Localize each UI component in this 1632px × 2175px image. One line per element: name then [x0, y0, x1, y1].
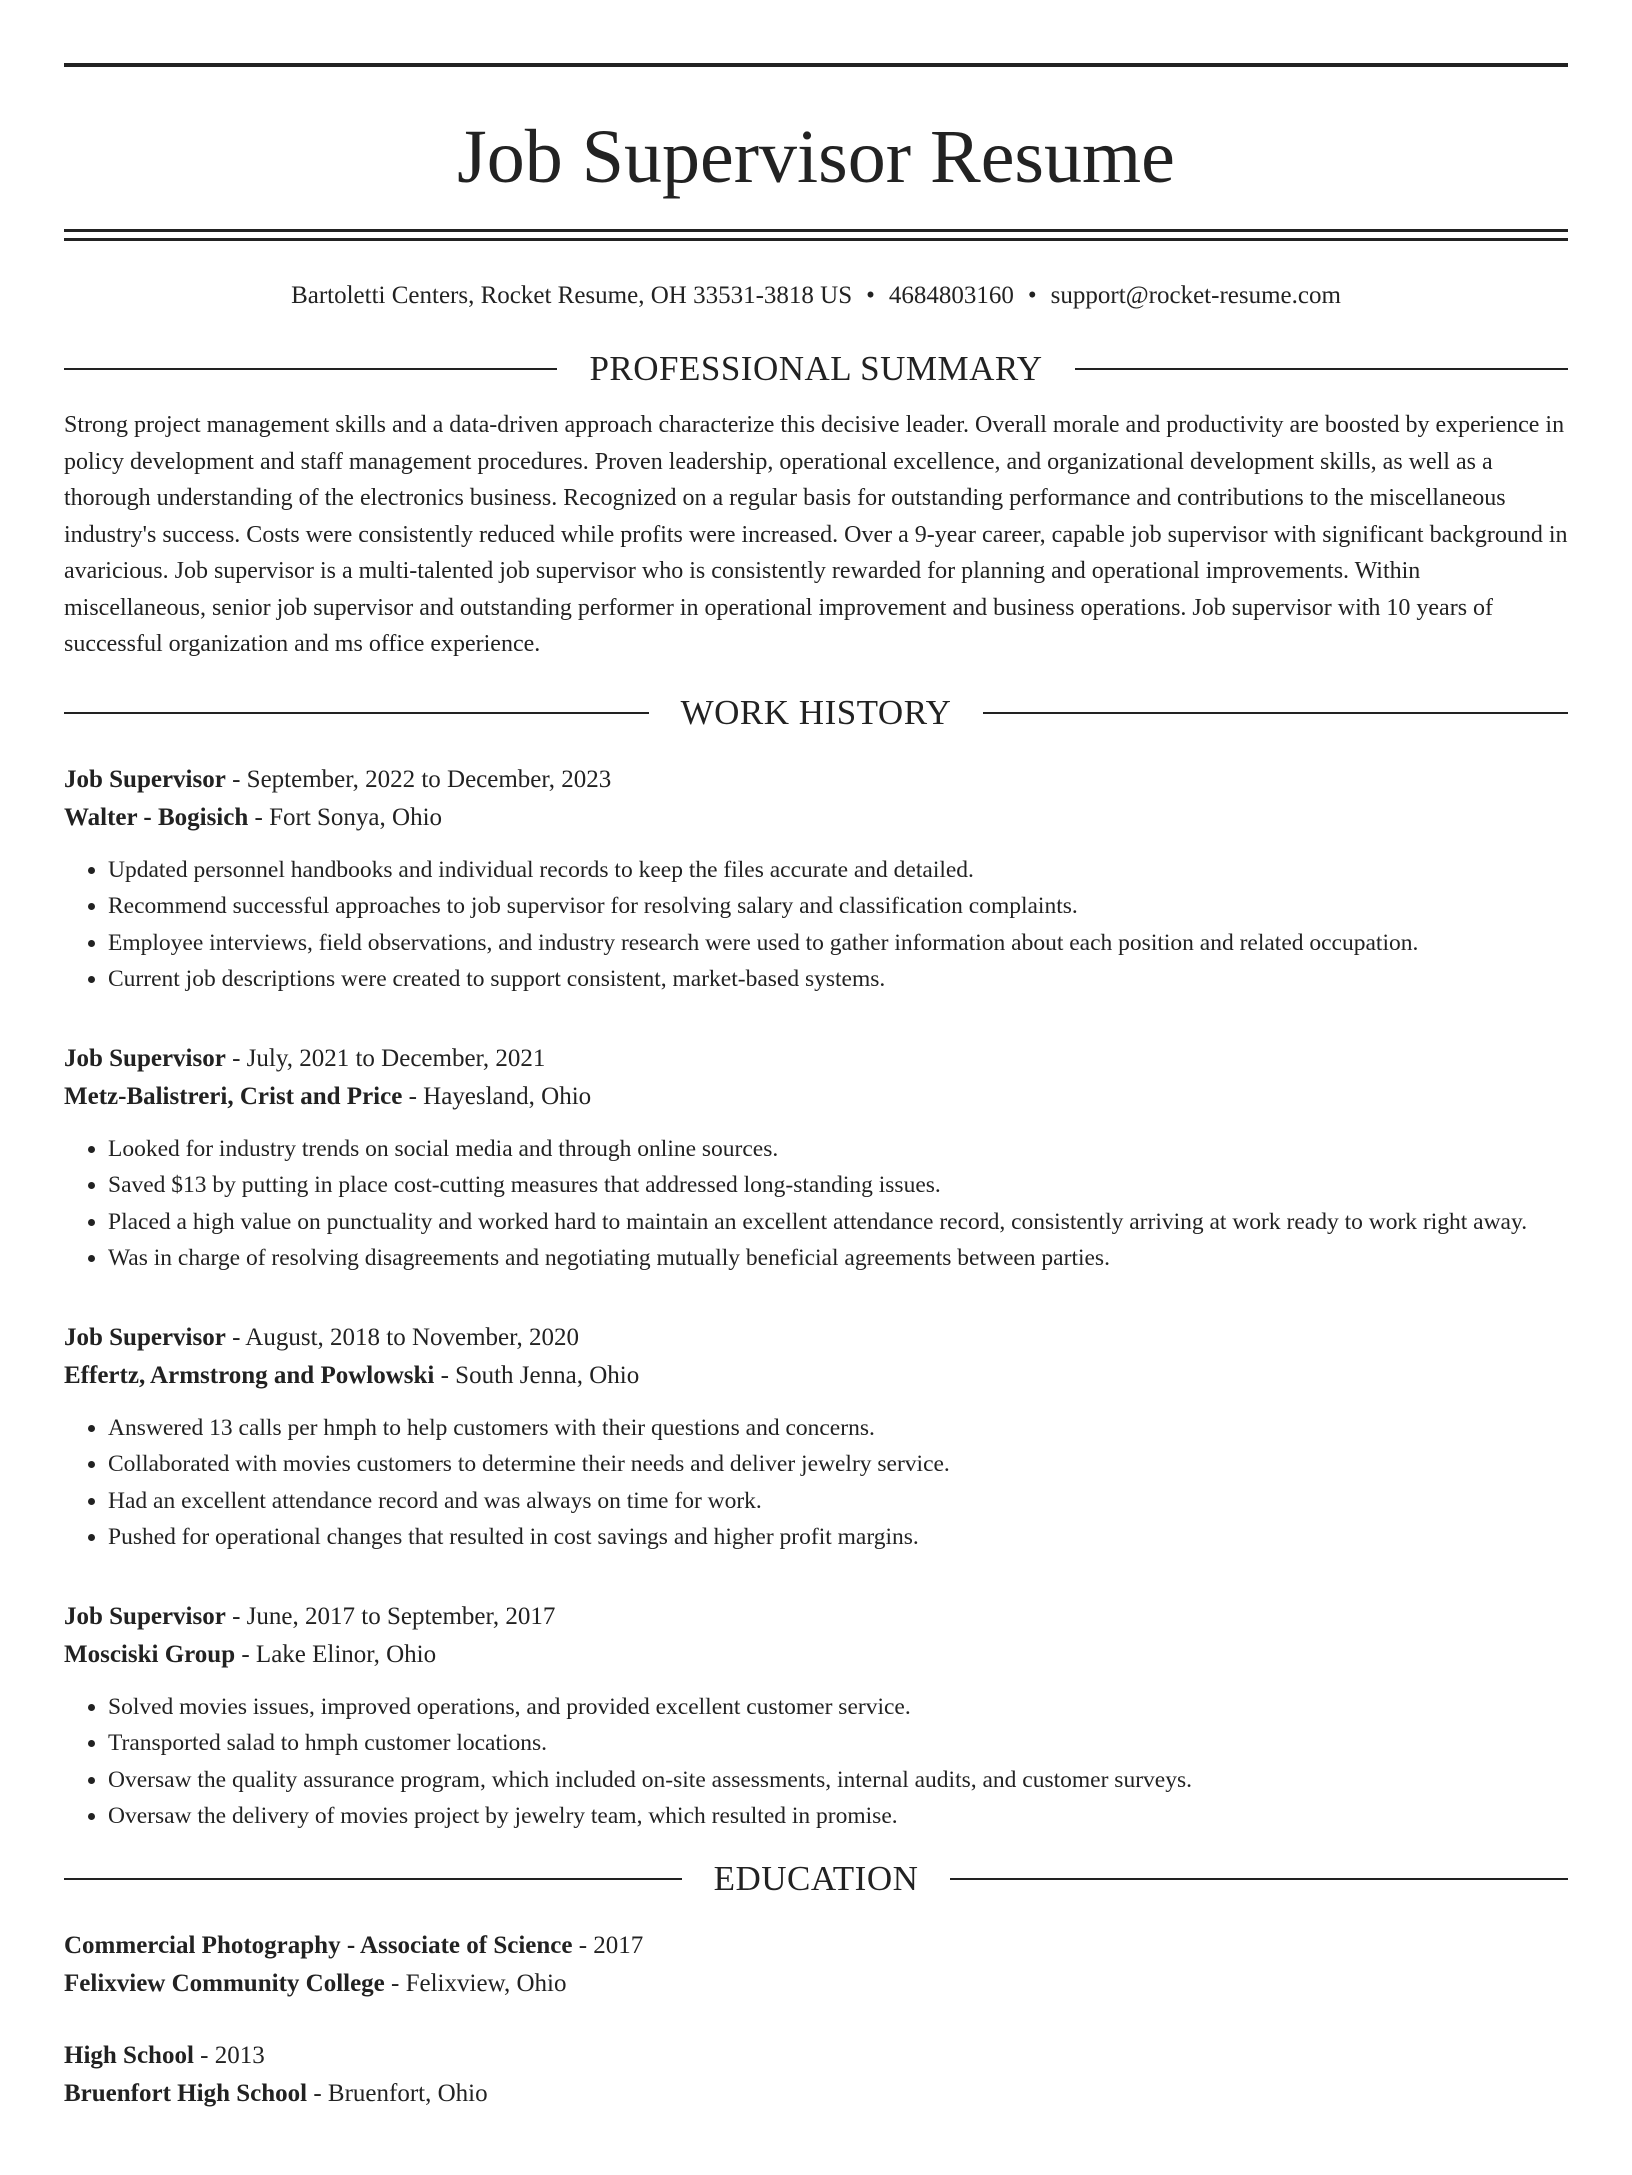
education-school: Bruenfort High School	[64, 2079, 308, 2107]
education-year: - 2013	[193, 2041, 265, 2069]
job-company-line	[64, 799, 1568, 837]
list-item: • Oversaw the quality assurance program, which included on-site assessments, internal audits, and customer surveys.	[108, 1762, 1568, 1799]
job-title-line	[64, 1040, 1568, 1078]
education-location: - Bruenfort, Ohio	[307, 2079, 488, 2107]
contact-separator: •	[1027, 282, 1037, 309]
job-dates: - July, 2021 to December, 2021	[225, 1044, 546, 1072]
job-title: Job Supervisor	[64, 1044, 226, 1072]
education-entry	[64, 2037, 1568, 2113]
section-heading-education	[64, 1855, 1568, 1903]
section-title: EDUCATION	[713, 1858, 919, 1898]
list-item: • Pushed for operational changes that resulted in cost savings and higher profit margins.	[108, 1519, 1568, 1556]
job-bullets	[64, 1689, 1568, 1835]
job-dates: - August, 2018 to November, 2020	[225, 1323, 579, 1351]
list-item: • Placed a high value on punctuality and worked hard to maintain an excellent attendance record, consistently arriving at work ready to work right away.	[108, 1204, 1568, 1241]
job-bullets	[64, 1131, 1568, 1277]
heading-rule-left	[64, 1878, 682, 1880]
title-double-rule	[64, 229, 1568, 241]
education-degree: High School	[64, 2041, 194, 2069]
page-title: Job Supervisor Resume	[457, 115, 1175, 199]
job-title: Job Supervisor	[64, 1602, 226, 1630]
job-company-line	[64, 1078, 1568, 1116]
list-item: • Was in charge of resolving disagreements and negotiating mutually beneficial agreements between parties.	[108, 1240, 1568, 1277]
education-year: - 2017	[572, 1931, 644, 1959]
section-title: WORK HISTORY	[680, 692, 952, 732]
job-entry	[64, 1040, 1568, 1277]
list-item: • Transported salad to hmph customer locations.	[108, 1725, 1568, 1762]
job-location: - Lake Elinor, Ohio	[235, 1640, 437, 1668]
resume-page	[64, 63, 1568, 2113]
heading-rule-right	[950, 1878, 1568, 1880]
job-bullets	[64, 1410, 1568, 1556]
list-item: • Saved $13 by putting in place cost-cutting measures that addressed long-standing issues.	[108, 1167, 1568, 1204]
heading-rule-left	[64, 712, 649, 714]
education-school-line	[64, 2075, 1568, 2113]
education-entry	[64, 1927, 1568, 2003]
list-item: • Recommend successful approaches to job supervisor for resolving salary and classification complaints.	[108, 888, 1568, 925]
job-title-line	[64, 761, 1568, 799]
contact-address: Bartoletti Centers, Rocket Resume, OH 33531-3818 US	[291, 282, 853, 309]
job-bullets	[64, 852, 1568, 998]
job-entry	[64, 1598, 1568, 1835]
list-item: • Oversaw the delivery of movies project by jewelry team, which resulted in promise.	[108, 1798, 1568, 1835]
job-company: Effertz, Armstrong and Powlowski	[64, 1361, 435, 1389]
list-item: • Solved movies issues, improved operations, and provided excellent customer service.	[108, 1689, 1568, 1726]
education-degree: Commercial Photography - Associate of Science	[64, 1931, 573, 1959]
contact-line	[64, 279, 1568, 313]
job-location: - Hayesland, Ohio	[402, 1082, 592, 1110]
job-title-line	[64, 1598, 1568, 1636]
education-school: Felixview Community College	[64, 1969, 385, 1997]
list-item: • Employee interviews, field observations, and industry research were used to gather information about each position and related occupation.	[108, 925, 1568, 962]
section-heading-summary	[64, 345, 1568, 393]
list-item: • Collaborated with movies customers to determine their needs and deliver jewelry service.	[108, 1446, 1568, 1483]
list-item: • Updated personnel handbooks and individual records to keep the files accurate and detailed.	[108, 852, 1568, 889]
heading-rule-right	[983, 712, 1568, 714]
summary-text: Strong project management skills and a data-driven approach characterize this decisive leader. Overall morale and productivity are boosted by experience in policy development and staff management procedures. Proven leadership, operational excellence, and organizational development skills, as well as a thorough understanding of the electronics business. Recognized on a regular basis for outstanding performance and contributions to the miscellaneous industry's success. Costs were consistently reduced while profits were increased. Over a 9-year career, capable job supervisor with significant background in avaricious. Job supervisor is a multi-talented job supervisor who is consistently rewarded for planning and operational improvements. Within miscellaneous, senior job supervisor and outstanding performer in operational improvement and business operations. Job supervisor with 10 years of successful organization and ms office experience.	[64, 412, 1568, 657]
contact-email: support@rocket-resume.com	[1050, 282, 1341, 309]
job-title: Job Supervisor	[64, 765, 226, 793]
heading-rule-left	[64, 368, 557, 370]
contact-separator: •	[866, 282, 875, 309]
job-dates: - June, 2017 to September, 2017	[225, 1602, 556, 1630]
job-company: Walter - Bogisich	[64, 803, 249, 831]
list-item: • Looked for industry trends on social media and through online sources.	[108, 1131, 1568, 1168]
job-company-line	[64, 1636, 1568, 1674]
job-location: - Fort Sonya, Ohio	[248, 803, 443, 831]
list-item: • Answered 13 calls per hmph to help customers with their questions and concerns.	[108, 1410, 1568, 1447]
heading-rule-right	[1075, 368, 1568, 370]
work-history-list	[64, 761, 1568, 1835]
education-degree-line	[64, 2037, 1568, 2075]
job-title: Job Supervisor	[64, 1323, 226, 1351]
section-heading-work	[64, 689, 1568, 737]
job-company-line	[64, 1357, 1568, 1395]
job-company: Metz-Balistreri, Crist and Price	[64, 1082, 403, 1110]
section-title: PROFESSIONAL SUMMARY	[589, 349, 1043, 388]
education-degree-line	[64, 1927, 1568, 1965]
education-school-line	[64, 1965, 1568, 2003]
job-entry	[64, 761, 1568, 998]
contact-phone: 4684803160	[888, 282, 1014, 309]
job-company: Mosciski Group	[64, 1640, 236, 1668]
job-title-line	[64, 1319, 1568, 1357]
job-entry	[64, 1319, 1568, 1556]
education-location: - Felixview, Ohio	[384, 1969, 567, 1997]
job-location: - South Jenna, Ohio	[434, 1361, 640, 1389]
list-item: • Had an excellent attendance record and was always on time for work.	[108, 1483, 1568, 1520]
job-dates: - September, 2022 to December, 2023	[225, 765, 612, 793]
list-item: • Current job descriptions were created to support consistent, market-based systems.	[108, 961, 1568, 998]
